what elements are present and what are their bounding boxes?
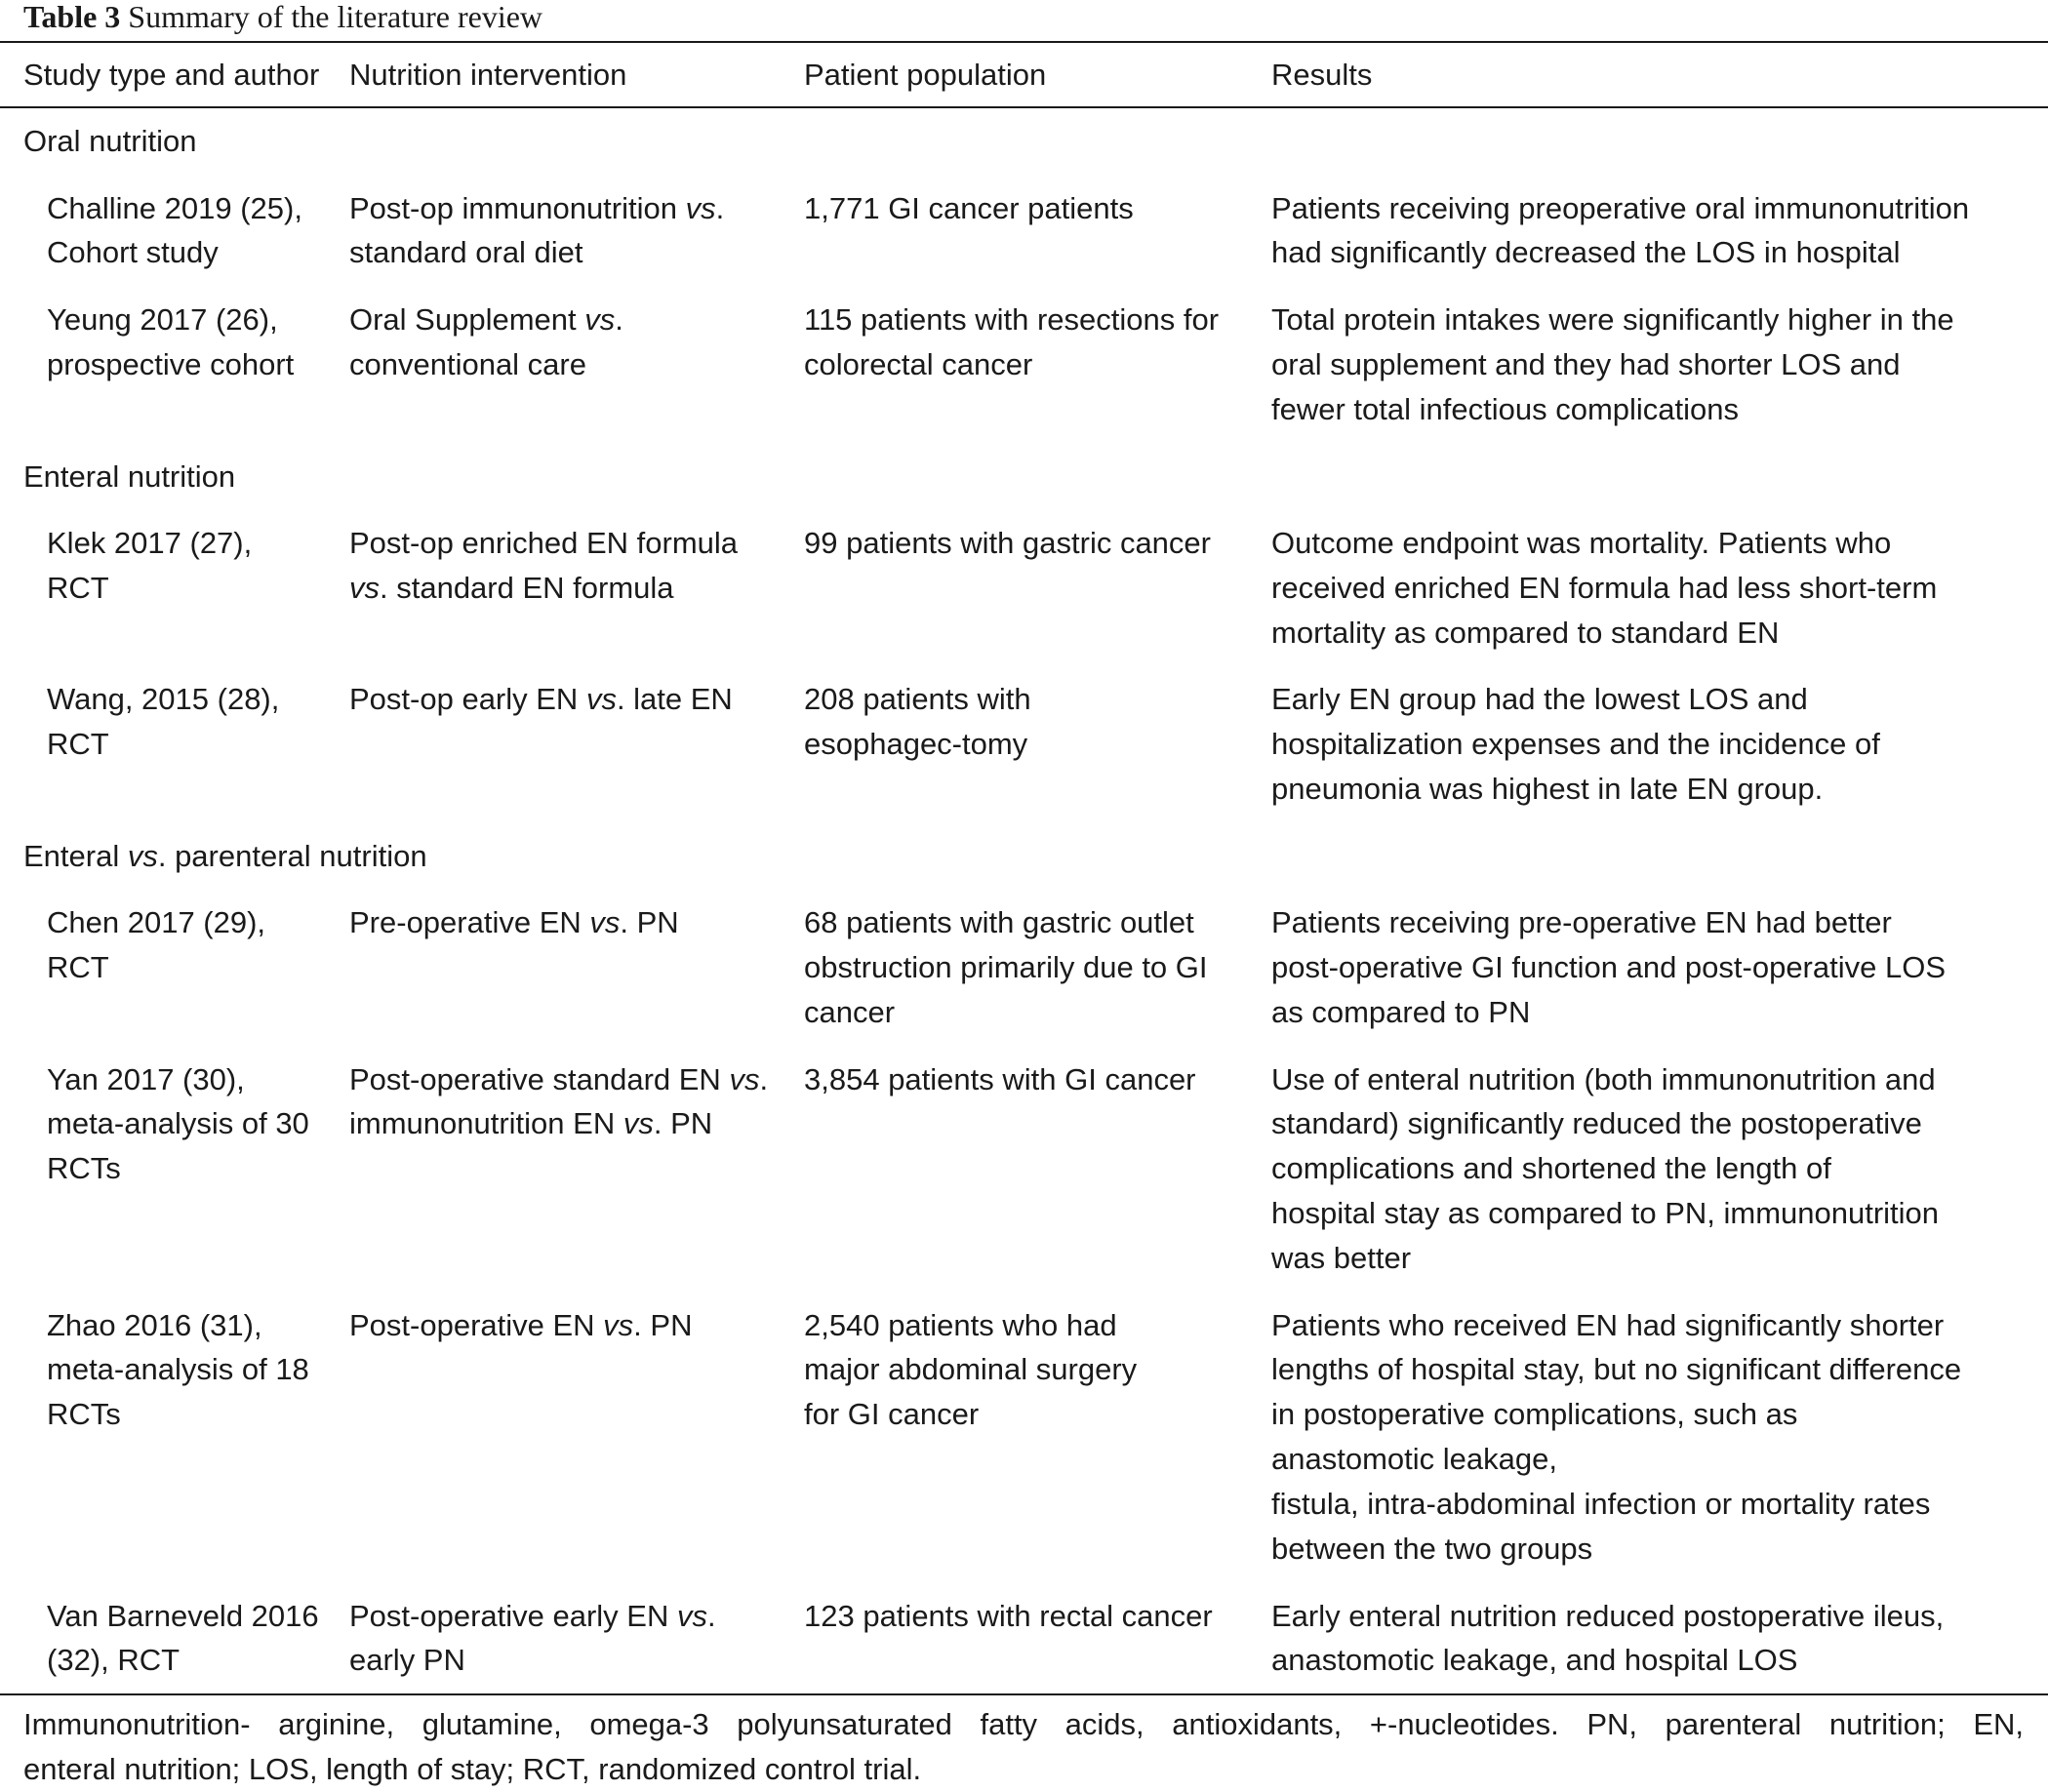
- cell-line: [1271, 342, 1954, 387]
- results-cell: [1271, 1057, 1939, 1281]
- text-run: RCTs: [47, 1397, 121, 1432]
- cell-line: [1271, 611, 1937, 656]
- cell-line: [349, 1057, 768, 1102]
- cell-line: [47, 1057, 309, 1102]
- text-run: Pre-operative EN: [349, 905, 590, 940]
- cell-line: [804, 342, 1219, 387]
- cell-line: [349, 1101, 768, 1146]
- italic-text: vs: [589, 905, 621, 940]
- population-cell: [804, 186, 1134, 231]
- cell-line: [804, 722, 1031, 767]
- text-run: in postoperative complications, such as: [1271, 1397, 1798, 1432]
- text-run: early PN: [349, 1643, 465, 1678]
- text-run: meta-analysis of 30: [47, 1106, 309, 1141]
- italic-text: vs: [676, 1598, 707, 1633]
- cell-line: [1271, 1057, 1939, 1102]
- text-run: was better: [1271, 1240, 1412, 1275]
- cell-line: [47, 900, 265, 945]
- text-run: cancer: [804, 994, 896, 1029]
- text-run: as compared to PN: [1271, 994, 1531, 1029]
- cell-line: [804, 186, 1134, 231]
- text-run: Post-operative EN: [349, 1307, 604, 1342]
- author-cell: [47, 677, 279, 767]
- intervention-cell: [349, 521, 738, 611]
- text-run: Post-operative early EN: [349, 1598, 677, 1633]
- column-header-results: Results: [1271, 58, 1373, 92]
- cell-line: [804, 1347, 1137, 1392]
- text-run: post-operative GI function and post-operative LOS: [1271, 950, 1947, 985]
- text-run: Post-op early EN: [349, 682, 586, 717]
- text-run: Patients receiving preoperative oral immunonutrition: [1271, 190, 1970, 225]
- table-top-rule: [0, 41, 2048, 43]
- intervention-cell: [349, 186, 724, 276]
- text-run: Early EN group had the lowest LOS and: [1271, 682, 1808, 717]
- results-cell: [1271, 521, 1937, 655]
- text-run: mortality as compared to standard EN: [1271, 615, 1780, 650]
- cell-line: [47, 298, 294, 342]
- cell-line: [1271, 1101, 1939, 1146]
- table-caption: [23, 0, 542, 37]
- table-caption-text: Summary of the literature review: [128, 0, 543, 34]
- intervention-cell: [349, 677, 733, 722]
- intervention-cell: [349, 1594, 716, 1684]
- text-run: Patients who received EN had significantly shorter: [1271, 1307, 1945, 1342]
- author-cell: [47, 186, 302, 276]
- text-run: meta-analysis of 18: [47, 1352, 309, 1387]
- text-run: esophagec-tomy: [804, 727, 1028, 762]
- cell-line: [47, 521, 252, 566]
- text-run: Post-operative standard EN: [349, 1061, 730, 1096]
- cell-line: [47, 677, 279, 722]
- cell-line: [1271, 722, 1880, 767]
- italic-text: vs: [585, 682, 617, 717]
- text-run: for GI cancer: [804, 1397, 980, 1432]
- cell-line: [47, 1594, 319, 1639]
- text-run: 115 patients with resections for: [804, 302, 1220, 338]
- cell-line: [1271, 1638, 1944, 1683]
- column-header-intervention: Nutrition intervention: [349, 58, 627, 92]
- text-run: RCT: [47, 727, 109, 762]
- text-run: Enteral: [23, 838, 128, 873]
- population-cell: [804, 521, 1211, 566]
- text-run: prospective cohort: [47, 346, 295, 381]
- text-run: colorectal cancer: [804, 346, 1033, 381]
- text-run: RCTs: [47, 1151, 121, 1186]
- section-title: [23, 455, 235, 499]
- text-run: Challine 2019 (25),: [47, 190, 302, 225]
- results-cell: [1271, 1594, 1944, 1684]
- text-run: Outcome endpoint was mortality. Patients who: [1271, 526, 1892, 560]
- text-run: lengths of hospital stay, but no significant difference: [1271, 1352, 1962, 1387]
- cell-line: [349, 900, 679, 945]
- italic-text: vs: [349, 570, 380, 605]
- cell-line: [1271, 900, 1946, 945]
- text-run: 68 patients with gastric outlet: [804, 905, 1194, 940]
- text-run: .: [759, 1061, 769, 1096]
- text-run: RCT: [47, 570, 109, 605]
- text-run: . standard EN formula: [380, 570, 674, 605]
- cell-line: [804, 945, 1208, 990]
- cell-line: [1271, 990, 1946, 1035]
- text-run: conventional care: [349, 346, 586, 381]
- cell-line: [804, 1057, 1196, 1102]
- text-run: 123 patients with rectal cancer: [804, 1598, 1213, 1633]
- cell-line: [349, 677, 733, 722]
- results-cell: [1271, 900, 1946, 1034]
- cell-line: [47, 1101, 309, 1146]
- population-cell: [804, 1594, 1213, 1639]
- text-run: Klek 2017 (27),: [47, 526, 253, 560]
- text-run: Cohort study: [47, 235, 219, 270]
- author-cell: [47, 1303, 309, 1437]
- cell-line: [47, 1392, 309, 1437]
- text-run: . late EN: [616, 682, 733, 717]
- cell-line: [47, 230, 302, 275]
- cell-line: [1271, 387, 1954, 432]
- cell-line: [804, 1303, 1137, 1348]
- text-run: Yan 2017 (30),: [47, 1061, 245, 1096]
- cell-line: [1271, 1146, 1939, 1191]
- cell-line: [1271, 1191, 1939, 1236]
- text-run: complications and shortened the length of: [1271, 1151, 1831, 1186]
- cell-line: [47, 1146, 309, 1191]
- cell-line: [47, 342, 294, 387]
- cell-line: [1271, 1594, 1944, 1639]
- population-cell: [804, 677, 1031, 767]
- cell-line: [1271, 230, 1969, 275]
- italic-text: vs: [729, 1061, 760, 1096]
- population-cell: [804, 1057, 1196, 1102]
- text-run: .: [706, 1598, 716, 1633]
- cell-line: [349, 566, 738, 611]
- cell-line: [349, 521, 738, 566]
- results-cell: [1271, 186, 1969, 276]
- text-run: received enriched EN formula had less short-term: [1271, 570, 1938, 605]
- results-cell: [1271, 298, 1954, 431]
- table-bottom-rule: [0, 1693, 2048, 1695]
- cell-line: [349, 1303, 692, 1348]
- text-run: Oral nutrition: [23, 124, 197, 158]
- text-run: between the two groups: [1271, 1531, 1593, 1566]
- cell-line: [804, 298, 1219, 342]
- text-run: . PN: [620, 905, 679, 940]
- text-run: RCT: [47, 950, 109, 985]
- text-run: anastomotic leakage,: [1271, 1442, 1557, 1477]
- text-run: oral supplement and they had shorter LOS and: [1271, 346, 1901, 381]
- italic-text: vs: [584, 302, 616, 338]
- cell-line: [349, 230, 724, 275]
- text-run: Post-op immunonutrition: [349, 190, 686, 225]
- section-title: [23, 119, 196, 164]
- text-run: Wang, 2015 (28),: [47, 682, 280, 717]
- text-run: Enteral nutrition: [23, 458, 236, 494]
- text-run: . parenteral nutrition: [157, 838, 427, 873]
- text-run: Yeung 2017 (26),: [47, 302, 278, 338]
- footnote-line: Immunonutrition- arginine, glutamine, omega-3 polyunsaturated fatty acids, antioxidants, +-nucleotides. PN, parenteral nutrition; EN,: [23, 1707, 2024, 1741]
- text-run: .: [715, 190, 725, 225]
- footnote-line: enteral nutrition; LOS, length of stay; RCT, randomized control trial.: [23, 1751, 922, 1786]
- cell-line: [804, 1392, 1137, 1437]
- author-cell: [47, 900, 265, 990]
- cell-line: [349, 1638, 716, 1683]
- text-run: (32), RCT: [47, 1643, 181, 1678]
- table-footnote: [23, 1702, 2024, 1792]
- cell-line: [1271, 566, 1937, 611]
- author-cell: [47, 1594, 319, 1684]
- cell-line: [349, 342, 623, 387]
- text-run: . PN: [633, 1307, 693, 1342]
- text-run: 2,540 patients who had: [804, 1307, 1117, 1342]
- intervention-cell: [349, 298, 623, 387]
- cell-line: [1271, 1347, 1961, 1392]
- text-run: fewer total infectious complications: [1271, 391, 1740, 426]
- cell-line: [47, 566, 252, 611]
- column-header-study: Study type and author: [23, 58, 320, 92]
- cell-line: [1271, 1303, 1961, 1348]
- text-run: 208 patients with: [804, 682, 1031, 717]
- text-run: .: [615, 302, 623, 338]
- cell-line: [1271, 767, 1880, 812]
- text-run: Post-op enriched EN formula: [349, 526, 739, 560]
- intervention-cell: [349, 1303, 692, 1348]
- text-run: 3,854 patients with GI cancer: [804, 1061, 1196, 1096]
- cell-line: [47, 186, 302, 231]
- cell-line: [47, 1638, 319, 1683]
- cell-line: [47, 945, 265, 990]
- cell-line: [804, 900, 1208, 945]
- column-header-population: Patient population: [804, 58, 1047, 92]
- cell-line: [804, 990, 1208, 1035]
- cell-line: [1271, 1437, 1961, 1482]
- text-run: pneumonia was highest in late EN group.: [1271, 771, 1824, 806]
- section-title: [23, 834, 427, 879]
- cell-line: [349, 298, 623, 342]
- cell-line: [1271, 677, 1880, 722]
- text-run: standard oral diet: [349, 235, 583, 270]
- text-run: Use of enteral nutrition (both immunonutrition and: [1271, 1061, 1936, 1096]
- cell-line: [47, 722, 279, 767]
- text-run: . PN: [653, 1106, 713, 1141]
- cell-line: [349, 1594, 716, 1639]
- cell-line: [1271, 186, 1969, 231]
- cell-line: [804, 1594, 1213, 1639]
- cell-line: [1271, 1392, 1961, 1437]
- author-cell: [47, 521, 252, 611]
- cell-line: [1271, 1236, 1939, 1281]
- table-header-rule: [0, 106, 2048, 108]
- cell-line: [47, 1347, 309, 1392]
- results-cell: [1271, 1303, 1961, 1572]
- results-cell: [1271, 677, 1880, 811]
- text-run: hospital stay as compared to PN, immunonutrition: [1271, 1196, 1940, 1231]
- cell-line: [1271, 298, 1954, 342]
- text-run: Total protein intakes were significantly higher in the: [1271, 302, 1954, 338]
- italic-text: vs: [685, 190, 716, 225]
- text-run: obstruction primarily due to GI: [804, 950, 1208, 985]
- cell-line: [804, 521, 1211, 566]
- text-run: fistula, intra-abdominal infection or mortality rates: [1271, 1486, 1931, 1521]
- cell-line: [1271, 1482, 1961, 1527]
- italic-text: vs: [622, 1106, 654, 1141]
- table-caption-label: Table 3: [23, 0, 121, 34]
- text-run: Patients receiving pre-operative EN had better: [1271, 905, 1892, 940]
- cell-line: [47, 1303, 309, 1348]
- text-run: major abdominal surgery: [804, 1352, 1138, 1387]
- cell-line: [349, 186, 724, 231]
- text-run: 99 patients with gastric cancer: [804, 526, 1211, 560]
- text-run: Zhao 2016 (31),: [47, 1307, 262, 1342]
- population-cell: [804, 298, 1219, 387]
- text-run: Van Barneveld 2016: [47, 1598, 319, 1633]
- author-cell: [47, 1057, 309, 1191]
- cell-line: [804, 677, 1031, 722]
- author-cell: [47, 298, 294, 387]
- text-run: hospitalization expenses and the incidence of: [1271, 727, 1880, 762]
- cell-line: [1271, 1527, 1961, 1572]
- text-run: had significantly decreased the LOS in hospital: [1271, 235, 1901, 270]
- text-run: standard) significantly reduced the postoperative: [1271, 1106, 1922, 1141]
- cell-line: [1271, 945, 1946, 990]
- text-run: Early enteral nutrition reduced postoperative ileus,: [1271, 1598, 1945, 1633]
- text-run: 1,771 GI cancer patients: [804, 190, 1134, 225]
- population-cell: [804, 900, 1208, 1034]
- cell-line: [1271, 521, 1937, 566]
- text-run: immunonutrition EN: [349, 1106, 623, 1141]
- italic-text: vs: [603, 1307, 634, 1342]
- text-run: anastomotic leakage, and hospital LOS: [1271, 1643, 1798, 1678]
- intervention-cell: [349, 1057, 768, 1147]
- text-run: Chen 2017 (29),: [47, 905, 266, 940]
- text-run: Oral Supplement: [349, 302, 585, 338]
- italic-text: vs: [127, 838, 158, 873]
- intervention-cell: [349, 900, 679, 945]
- population-cell: [804, 1303, 1137, 1437]
